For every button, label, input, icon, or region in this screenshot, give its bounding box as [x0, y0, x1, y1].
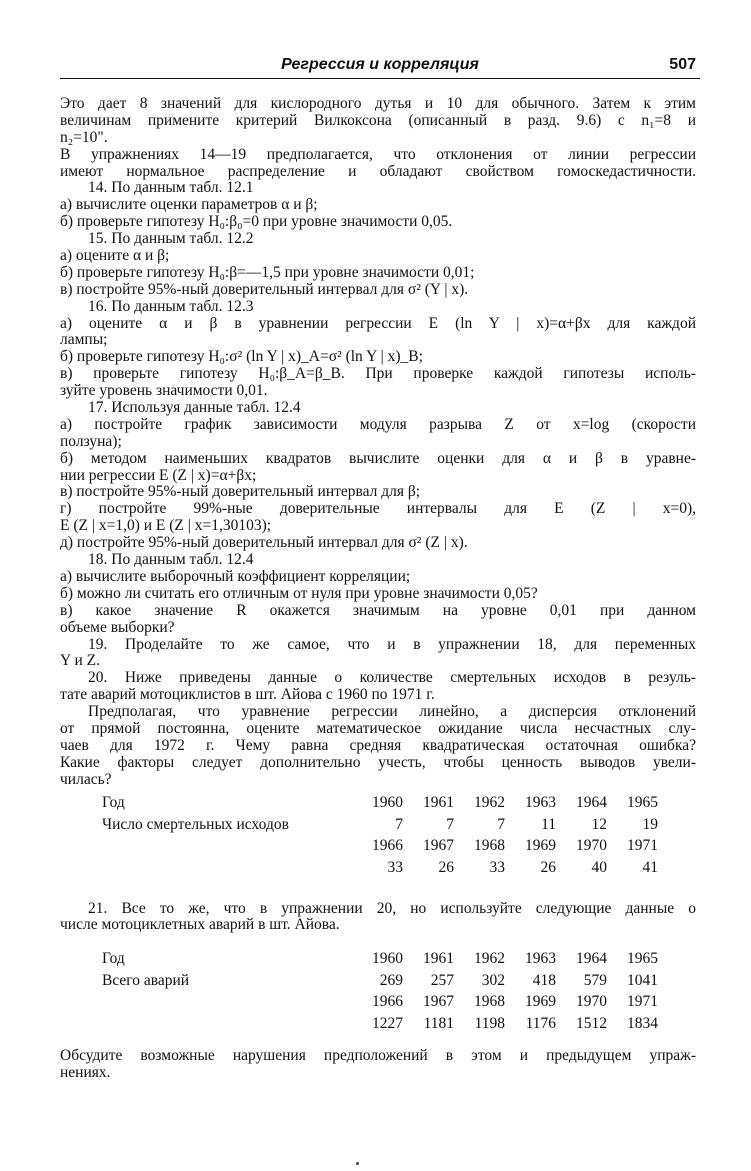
text-line: числе мотоциклетных аварий в шт. Айова.: [60, 916, 340, 934]
table-cell: 7: [395, 815, 403, 833]
table-row: [102, 793, 658, 815]
table-cell: 1227: [372, 1014, 403, 1032]
text-line: нии регрессии E (Z | x)=α+βx;: [60, 466, 257, 484]
table-label-value: Число смертельных исходов: [102, 815, 289, 833]
exercise-heading-19: 19. Проделайте то же самое, что и в упражнении 18, для переменных: [88, 635, 696, 653]
text-line: а) постройте график зависимости модуля разрыва Z от x=log (скорости: [60, 415, 696, 433]
table-cell: 1965: [627, 950, 658, 968]
table-cell: 1969: [525, 837, 556, 855]
table-cell: 1971: [627, 837, 658, 855]
text-line: зуйте уровень значимости 0,01.: [60, 382, 268, 400]
table-cell: 1834: [627, 1014, 658, 1032]
text-line: ползуна);: [60, 432, 122, 450]
table-cell: 1960: [372, 950, 403, 968]
text-line: лампы;: [60, 331, 108, 349]
text-line: д) постройте 95%-ный доверительный интервал для σ² (Z | x).: [60, 534, 468, 552]
table-cell: 1968: [474, 993, 505, 1011]
text-line: тате аварий мотоциклистов в шт. Айова с 1960 по 1971 г.: [60, 686, 435, 704]
text-line: б) проверьте гипотезу H₀:σ² (ln Y | x)_A=σ² (ln Y | x)_B;: [60, 348, 423, 366]
exercise-heading-15: 15. По данным табл. 12.2: [88, 230, 254, 248]
table-cell: 7: [446, 815, 454, 833]
table-cell: 1512: [576, 1014, 607, 1032]
table-cell: 12: [591, 815, 607, 833]
text-line: б) проверьте гипотезу H₀:β₀=0 при уровне значимости 0,05.: [60, 213, 453, 231]
table-row: [102, 948, 658, 970]
table-cell: 1176: [525, 1014, 556, 1032]
table-cell: 1964: [576, 794, 607, 812]
text-line: б) методом наименьших квадратов вычислите оценки для α и β в уравне-: [60, 449, 696, 467]
table-cell: 418: [532, 971, 556, 989]
table-cell: 1967: [423, 993, 454, 1011]
fatalities-table: [102, 793, 658, 879]
table-label-year: Год: [102, 794, 125, 812]
table-cell: 7: [497, 815, 505, 833]
table-cell: 269: [379, 971, 403, 989]
text-line: чаев для 1972 г. Чему равна средняя квадратическая остаточная ошибка?: [60, 736, 696, 754]
exercise-heading-20: 20. Ниже приведены данные о количестве смертельных исходов в резуль-: [88, 669, 696, 687]
table-cell: 1960: [372, 794, 403, 812]
accidents-table: [102, 948, 658, 1034]
table-cell: 1962: [474, 950, 505, 968]
text-line: объеме выборки?: [60, 618, 175, 636]
exercise-heading-14: 14. По данным табл. 12.1: [88, 179, 254, 197]
text-line: а) вычислите оценки параметров α и β;: [60, 196, 318, 214]
table-cell: 11: [541, 815, 556, 833]
text-line: Какие факторы следует дополнительно учесть, чтобы ценность выводов увели-: [60, 753, 696, 771]
text-line: в) проверьте гипотезу H₀:β_A=β_B. При проверке каждой гипотезы исполь-: [60, 365, 696, 383]
text-line: E (Z | x=1,0) и E (Z | x=1,30103);: [60, 517, 272, 535]
table-cell: 257: [430, 971, 454, 989]
table-cell: 1963: [525, 950, 556, 968]
exercise-heading-21: 21. Все то же, что в упражнении 20, но используйте следующие данные о: [88, 899, 696, 917]
text-line: в) постройте 95%-ный доверительный интервал для β;: [60, 483, 421, 501]
table-cell: 33: [489, 858, 505, 876]
text-line: n₂=10".: [60, 128, 108, 146]
table-cell: 26: [540, 858, 556, 876]
table-cell: 1965: [627, 794, 658, 812]
table-cell: 1961: [423, 950, 454, 968]
table-cell: 1966: [372, 837, 403, 855]
table-cell: 1968: [474, 837, 505, 855]
table-label-year: Год: [102, 950, 125, 968]
table-cell: 41: [642, 858, 658, 876]
running-header: [60, 56, 700, 79]
text-line: в) постройте 95%-ный доверительный интервал для σ² (Y | x).: [60, 280, 469, 298]
table-cell: 579: [583, 971, 607, 989]
table-label-value: Всего аварий: [102, 971, 190, 989]
table-cell: 1967: [423, 837, 454, 855]
text-line: В упражнениях 14—19 предполагается, что отклонения от линии регрессии: [60, 145, 696, 163]
table-cell: 302: [481, 971, 505, 989]
table-cell: 1963: [525, 794, 556, 812]
exercise-heading-16: 16. По данным табл. 12.3: [88, 297, 254, 315]
exercise-heading-18: 18. По данным табл. 12.4: [88, 551, 254, 569]
table-cell: 1964: [576, 950, 607, 968]
text-line: б) можно ли считать его отличным от нуля при уровне значимости 0,05?: [60, 584, 538, 602]
running-title: Регрессия и корреляция: [281, 56, 479, 73]
text-line: г) постройте 99%-ные доверительные интервалы для E (Z | x=0),: [60, 500, 696, 518]
text-line: в) какое значение R окажется значимым на уровне 0,01 при данном: [60, 601, 696, 619]
table-row: [102, 991, 658, 1013]
table-cell: 33: [387, 858, 403, 876]
table-cell: 26: [438, 858, 454, 876]
text-line: б) проверьте гипотезу H₀:β=—1,5 при уровне значимости 0,01;: [60, 263, 475, 281]
table-cell: 1961: [423, 794, 454, 812]
table-cell: 1971: [627, 993, 658, 1011]
text-line: Предполагая, что уравнение регрессии линейно, а дисперсия отклонений: [88, 703, 696, 721]
table-row: [102, 857, 658, 879]
table-cell: 1198: [474, 1014, 505, 1032]
text-line: а) оцените α и β в уравнении регрессии E (ln Y | x)=α+βx для каждой: [60, 314, 696, 332]
table-cell: 1181: [423, 1014, 454, 1032]
text-line: от прямой постоянна, оцените математическое ожидание числа несчастных слу-: [60, 719, 696, 737]
table-cell: 1966: [372, 993, 403, 1011]
table-cell: 1962: [474, 794, 505, 812]
text-line: чилась?: [60, 770, 112, 788]
text-line: а) вычислите выборочный коэффициент корреляции;: [60, 567, 411, 585]
text-line: величинам примените критерий Вилкоксона (описанный в разд. 9.6) с n₁=8 и: [60, 111, 696, 129]
table-row: [102, 836, 658, 858]
exercise-heading-17: 17. Используя данные табл. 12.4: [88, 399, 301, 417]
text-line: Это дает 8 значений для кислородного дутья и 10 для обычного. Затем к этим: [60, 95, 696, 112]
table-row: [102, 1013, 658, 1035]
table-cell: 1970: [576, 993, 607, 1011]
table-cell: 1041: [627, 971, 658, 989]
table-cell: 1970: [576, 837, 607, 855]
table-cell: 19: [642, 815, 658, 833]
table-cell: 40: [591, 858, 607, 876]
table-row: [102, 814, 658, 836]
text-line: а) оцените α и β;: [60, 247, 170, 265]
page-body: [60, 96, 696, 1082]
page-number: 507: [669, 56, 696, 73]
text-line: Y и Z.: [60, 652, 101, 670]
table-row: [102, 970, 658, 992]
text-line: имеют нормальное распределение и обладают свойством гомоскедастичности.: [60, 162, 696, 180]
print-speck: [356, 1162, 359, 1165]
text-line: нениях.: [60, 1064, 111, 1082]
text-line: Обсудите возможные нарушения предположений в этом и предыдущем упраж-: [60, 1047, 696, 1065]
table-cell: 1969: [525, 993, 556, 1011]
